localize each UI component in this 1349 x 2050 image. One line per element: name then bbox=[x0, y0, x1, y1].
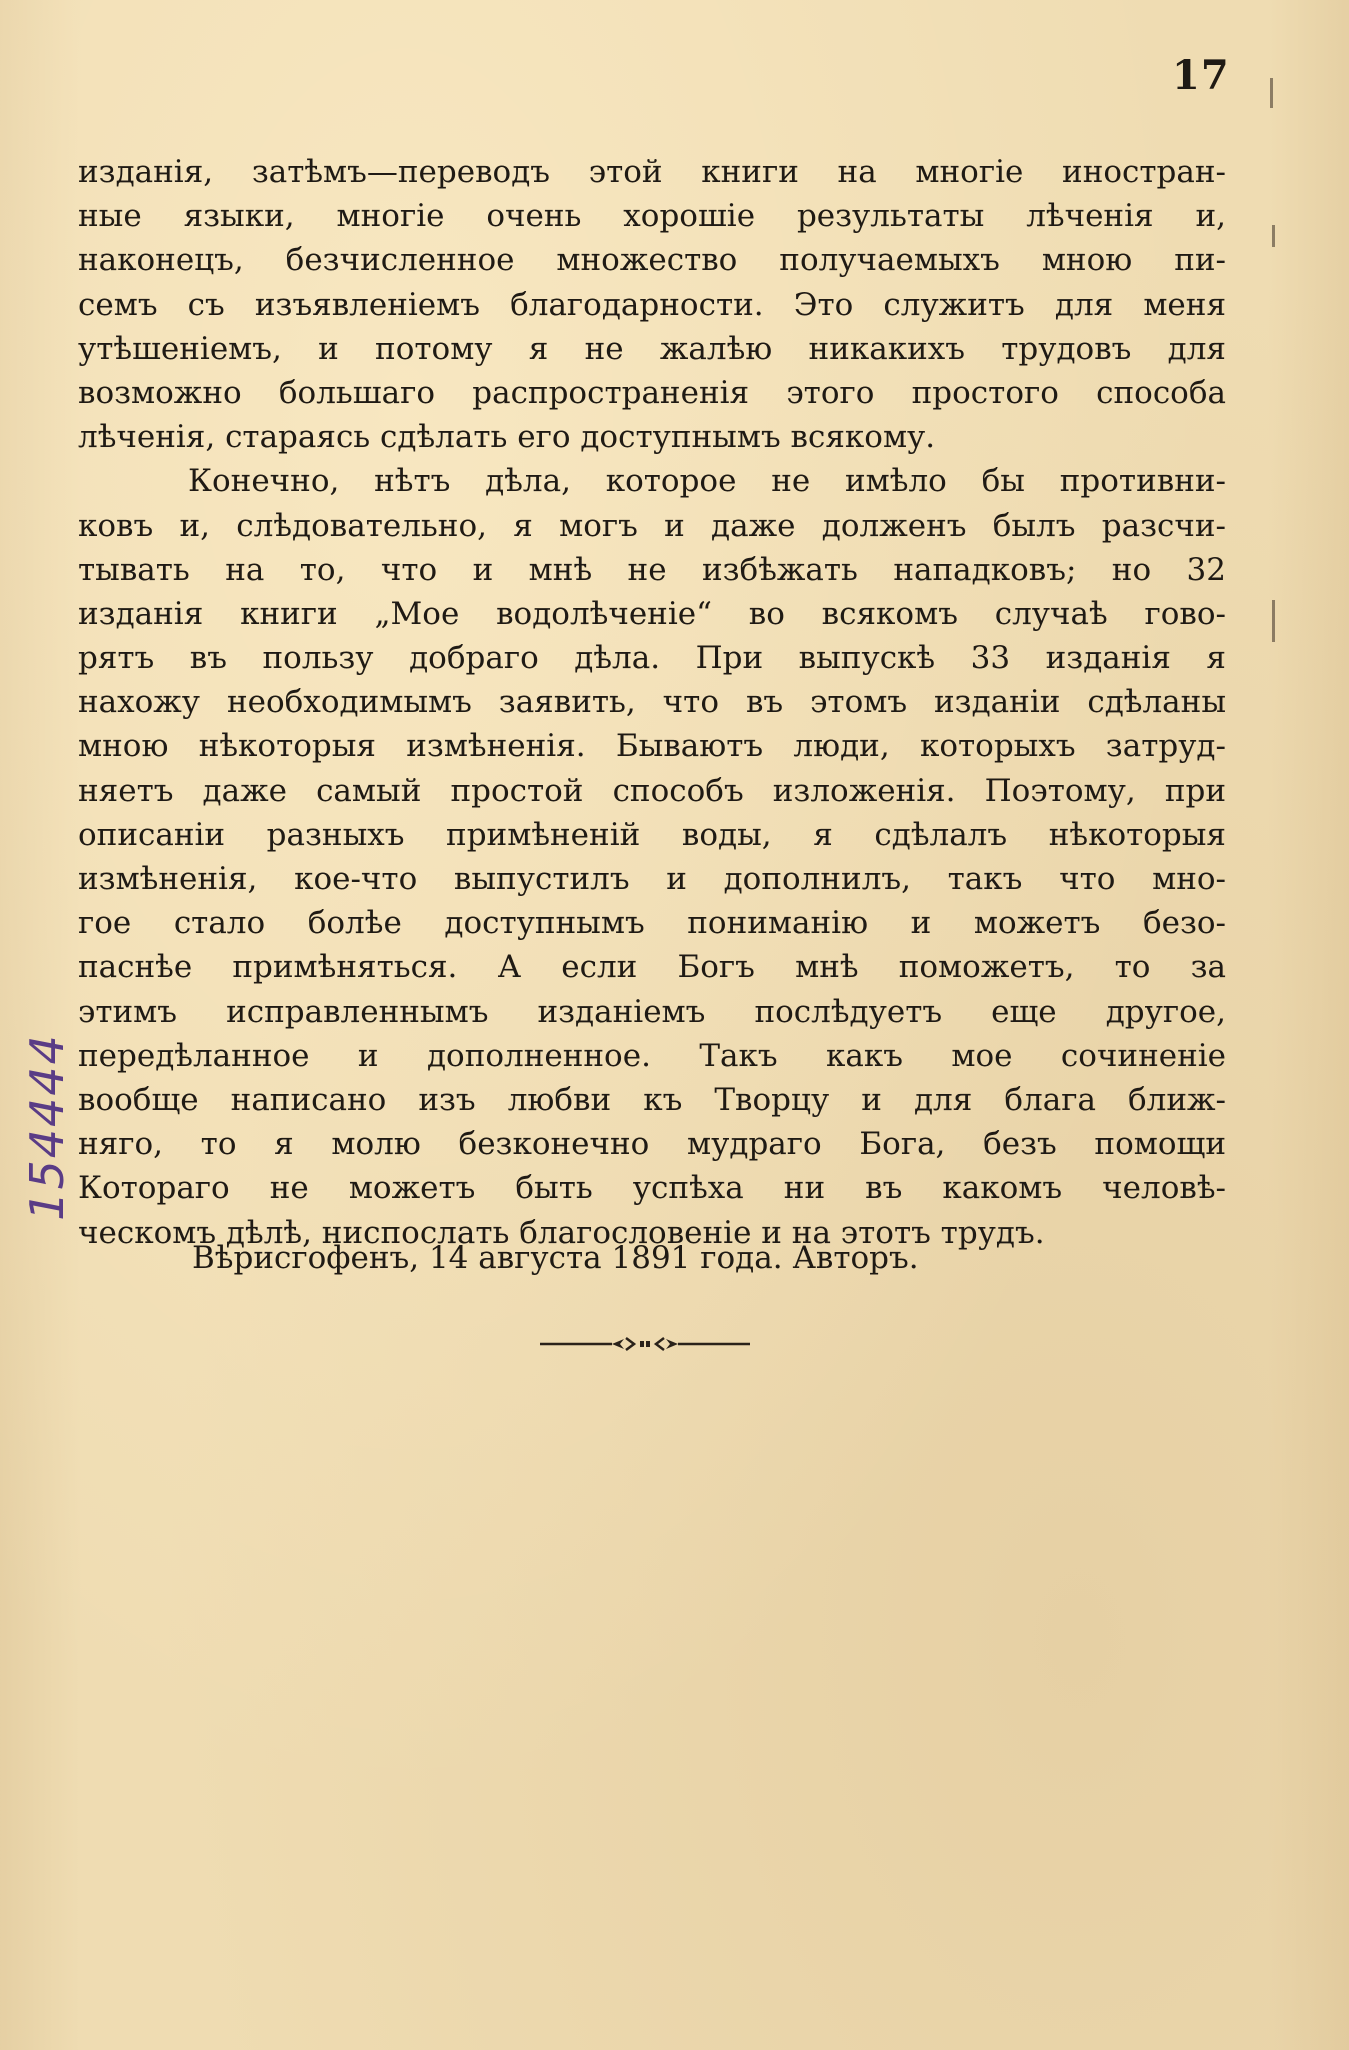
page-edge-mark bbox=[1272, 600, 1275, 642]
ornament-divider-icon bbox=[540, 1332, 750, 1356]
text-line: возможно большаго распространенія этого простого способа bbox=[78, 374, 1226, 411]
text-line: наконецъ, безчисленное множество получаемыхъ мною пи- bbox=[78, 242, 1226, 279]
page-edge-mark bbox=[1272, 225, 1275, 247]
signature-line: Вѣрисгофенъ, 14 августа 1891 года. Авторъ. bbox=[192, 1240, 919, 1276]
text-line: ковъ и, слѣдовательно, я могъ и даже долженъ былъ разсчи- bbox=[78, 507, 1226, 544]
text-line: ческомъ дѣлѣ, ниспослать благословеніе и на этотъ трудъ. bbox=[78, 1214, 1045, 1251]
text-line: няго, то я молю безконечно мудраго Бога, безъ помощи bbox=[78, 1126, 1226, 1163]
page-number: 17 bbox=[1172, 52, 1230, 99]
text-line: гое стало болѣе доступнымъ пониманію и можетъ безо- bbox=[78, 905, 1226, 942]
text-line: утѣшеніемъ, и потому я не жалѣю никакихъ трудовъ для bbox=[78, 330, 1226, 367]
text-line: вообще написано изъ любви къ Творцу и для блага ближ- bbox=[78, 1081, 1226, 1118]
text-line: лѣченія, стараясь сдѣлать его доступнымъ всякому. bbox=[78, 419, 936, 456]
text-line: Конечно, нѣтъ дѣла, которое не имѣло бы противни- bbox=[188, 463, 1226, 500]
margin-inventory-number bbox=[10, 1020, 80, 1230]
text-line: паснѣе примѣняться. А если Богъ мнѣ поможетъ, то за bbox=[78, 949, 1226, 986]
text-line: мною нѣкоторыя измѣненія. Бываютъ люди, которыхъ затруд- bbox=[78, 728, 1226, 765]
text-line: измѣненія, кое-что выпустилъ и дополнилъ, такъ что мно- bbox=[78, 861, 1226, 897]
text-line: описаніи разныхъ примѣненій воды, я сдѣлалъ нѣкоторыя bbox=[78, 816, 1226, 853]
text-line: нахожу необходимымъ заявить, что въ этомъ изданіи сдѣланы bbox=[78, 684, 1226, 721]
page-edge-mark bbox=[1270, 78, 1273, 108]
paragraph-2 bbox=[78, 459, 1226, 1254]
text-line: няетъ даже самый простой способъ изложенія. Поэтому, при bbox=[78, 772, 1226, 809]
text-line: тывать на то, что и мнѣ не избѣжать нападковъ; но 32 bbox=[78, 551, 1226, 588]
paragraph-1 bbox=[78, 150, 1226, 459]
margin-inventory-text: 154444 bbox=[20, 1033, 74, 1221]
text-line: передѣланное и дополненное. Такъ какъ мое сочиненіе bbox=[78, 1037, 1226, 1074]
text-line: ные языки, многіе очень хорошіе результаты лѣченія и, bbox=[78, 198, 1226, 235]
text-line: изданія книги „Мое водолѣченіе“ во всякомъ случаѣ гово- bbox=[78, 595, 1226, 632]
text-line: семъ съ изъявленіемъ благодарности. Это служитъ для меня bbox=[78, 286, 1226, 323]
text-line: рятъ въ пользу добраго дѣла. При выпускѣ 33 изданія я bbox=[78, 640, 1226, 677]
text-line: этимъ исправленнымъ изданіемъ послѣдуетъ еще другое, bbox=[78, 993, 1226, 1030]
text-line: изданія, затѣмъ—переводъ этой книги на многіе иностран- bbox=[78, 154, 1226, 190]
body-text bbox=[78, 150, 1226, 1255]
text-line: Котораго не можетъ быть успѣха ни въ какомъ человѣ- bbox=[78, 1170, 1226, 1207]
